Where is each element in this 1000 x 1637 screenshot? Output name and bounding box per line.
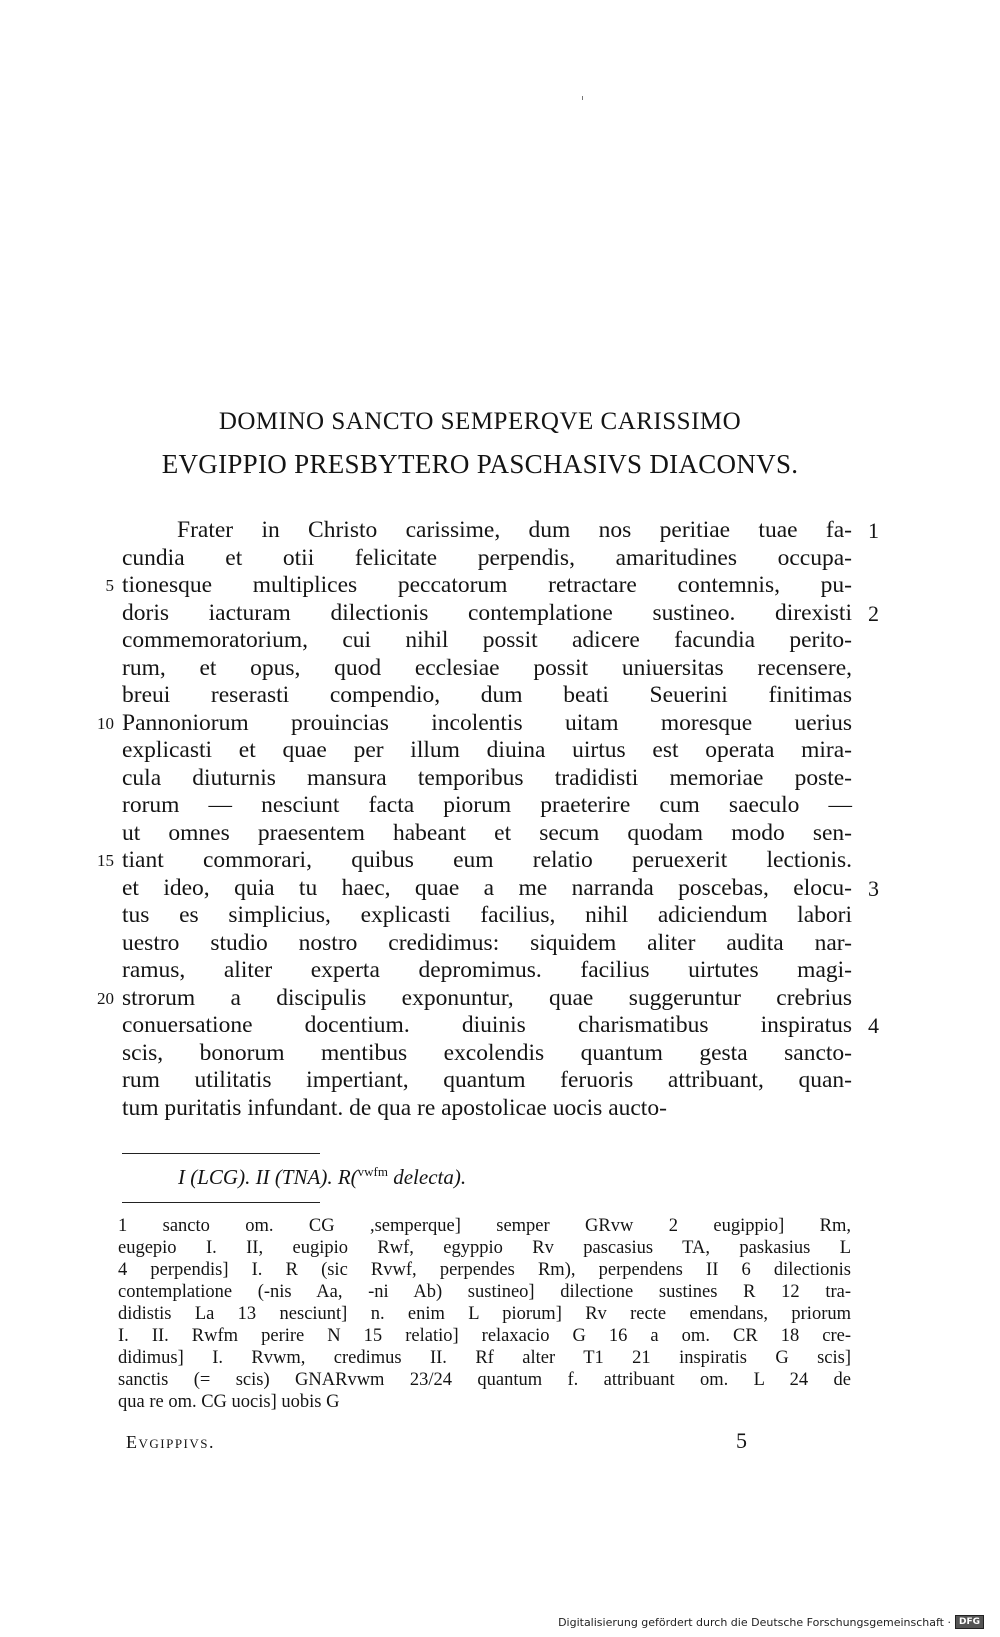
body-line <box>122 874 879 903</box>
body-line-text: tus es simplicius, explicasti facilius, nihil adiciendum labori <box>122 902 852 928</box>
body-line <box>122 545 852 573</box>
body-line-text: breui reserasti compendio, dum beati Seuerini finitimas <box>122 682 852 708</box>
body-line <box>122 1040 852 1068</box>
separator-rule <box>122 1153 320 1154</box>
line-number: 20 <box>97 988 114 1008</box>
body-line-text: Pannoniorum prouincias incolentis uitam moresque uerius <box>122 709 852 736</box>
scan-speck <box>582 96 583 100</box>
body-line <box>122 957 852 985</box>
body-line <box>122 902 852 930</box>
apparatus-line-text: eugepio I. II, eugipio Rwf, egyppio Rv pascasius TA, paskasius L <box>118 1238 851 1258</box>
body-line-text: tionesque multiplices peccatorum retractare contemnis, pu- <box>122 572 852 598</box>
body-line <box>122 820 852 848</box>
body-line-text: ramus, aliter experta depromimus. facilius uirtutes magi- <box>122 957 852 983</box>
paragraph-number: 3 <box>868 875 879 901</box>
apparatus-line-text: qua re om. CG uocis] uobis G <box>118 1392 340 1412</box>
dfg-logo: DFG <box>955 1615 984 1629</box>
page-number: 5 <box>736 1428 747 1453</box>
body-line <box>122 627 852 655</box>
apparatus-line-text: sanctis (= scis) GNARvwm 23/24 quantum f. attribuant om. L 24 de <box>118 1370 851 1390</box>
apparatus-line-text: contemplatione (-nis Aa, -ni Ab) sustineo] dilectione sustines R 12 tra- <box>118 1282 851 1302</box>
body-line <box>122 1012 879 1040</box>
body-line-text: strorum a discipulis exponuntur, quae suggeruntur crebrius <box>122 984 852 1011</box>
sigla-text-end: delecta). <box>387 1165 467 1189</box>
apparatus-line <box>118 1303 851 1325</box>
body-line-text: commemoratorium, cui nihil possit adicere facundia perito- <box>122 627 852 653</box>
body-line <box>97 847 852 875</box>
sigla-superscript: vwfm <box>357 1164 388 1179</box>
dedication-title-line-1: DOMINO SANCTO SEMPERQVE CARISSIMO <box>218 408 742 435</box>
body-line <box>122 1067 852 1095</box>
apparatus-line <box>118 1215 851 1237</box>
apparatus-line <box>118 1259 851 1281</box>
body-line <box>105 572 852 600</box>
body-line-text: conuersatione docentium. diuinis charismatibus inspiratus <box>122 1012 852 1038</box>
apparatus-line <box>118 1325 851 1347</box>
apparatus-line <box>118 1347 851 1369</box>
body-line-text: uestro studio nostro credidimus: siquidem aliter audita nar- <box>122 929 852 956</box>
body-line <box>122 599 879 628</box>
sigla-text: I (LCG). II (TNA). R( <box>178 1165 358 1189</box>
dedication-title-line-2: EVGIPPIO PRESBYTERO PASCHASIVS DIACONVS. <box>161 449 799 479</box>
apparatus-line-text: 4 perpendis] I. R (sic Rvwf, perpendes Rm), perpendens II 6 dilectionis <box>118 1260 851 1280</box>
body-line <box>122 655 852 683</box>
line-number: 5 <box>105 576 114 595</box>
body-line-text: tum puritatis infundant. de qua re apostolicae uocis aucto- <box>122 1094 667 1121</box>
body-line-text: et ideo, quia tu haec, quae a me narranda poscebas, elocu- <box>122 874 852 901</box>
paragraph-number: 1 <box>868 518 879 543</box>
body-line <box>122 737 852 765</box>
body-line <box>122 517 879 545</box>
paragraph-number: 4 <box>868 1013 879 1038</box>
line-number: 15 <box>97 851 114 870</box>
apparatus-line <box>118 1369 851 1391</box>
body-line-text: scis, bonorum mentibus excolendis quantum gesta sancto- <box>122 1039 852 1066</box>
body-line-text: rorum — nesciunt facta piorum praeterire cum saeculo — <box>122 792 852 818</box>
letter-body <box>97 517 879 1122</box>
body-line-text: cula diuturnis mansura temporibus tradidisti memoriae poste- <box>122 764 852 791</box>
body-line-text: cundia et otii felicitate perpendis, amaritudines occupa- <box>122 544 852 571</box>
body-line <box>97 984 852 1013</box>
apparatus-line-text: 1 sancto om. CG ,semperque] semper GRvw 2 eugippio] Rm, <box>118 1216 851 1236</box>
digitization-note: Digitalisierung gefördert durch die Deutsche Forschungsgemeinschaft · <box>558 1615 951 1629</box>
apparatus-line-text: didimus] I. Rvwm, credimus II. Rf alter T1 21 inspiratis G scis] <box>118 1348 851 1368</box>
running-footer-author: Evgippivs. <box>126 1432 216 1452</box>
body-line <box>122 792 852 820</box>
body-line <box>97 709 852 738</box>
apparatus-line <box>118 1391 851 1413</box>
body-line-text: rum utilitatis impertiant, quantum feruoris attribuant, quan- <box>122 1067 852 1093</box>
body-line-text: ut omnes praesentem habeant et secum quodam modo sen- <box>122 819 852 846</box>
body-line-text: tiant commorari, quibus eum relatio peruexerit lectionis. <box>122 847 852 873</box>
body-line-text: explicasti et quae per illum diuina uirtus est operata mira- <box>122 737 852 763</box>
body-line <box>122 1095 852 1123</box>
body-line-text: rum, et opus, quod ecclesiae possit uniuersitas recensere, <box>122 654 852 681</box>
body-line-text: Frater in Christo carissime, dum nos peritiae tuae fa- <box>177 517 852 543</box>
line-number: 10 <box>97 713 114 733</box>
body-line <box>122 682 852 710</box>
digitization-credit <box>558 1615 984 1629</box>
body-line <box>122 930 852 958</box>
separator-rule <box>122 1202 320 1203</box>
apparatus-line <box>118 1237 851 1259</box>
body-line <box>122 765 852 793</box>
apparatus-line <box>118 1281 851 1303</box>
apparatus-line-text: didistis La 13 nesciunt] n. enim L piorum] Rv recte emendans, priorum <box>118 1304 851 1324</box>
manuscript-sigla <box>178 1164 466 1190</box>
critical-apparatus <box>118 1215 851 1413</box>
apparatus-line-text: I. II. Rwfm perire N 15 relatio] relaxacio G 16 a om. CR 18 cre- <box>118 1326 851 1346</box>
body-line-text: doris iacturam dilectionis contemplatione sustineo. direxisti <box>122 599 852 626</box>
paragraph-number: 2 <box>868 600 879 626</box>
